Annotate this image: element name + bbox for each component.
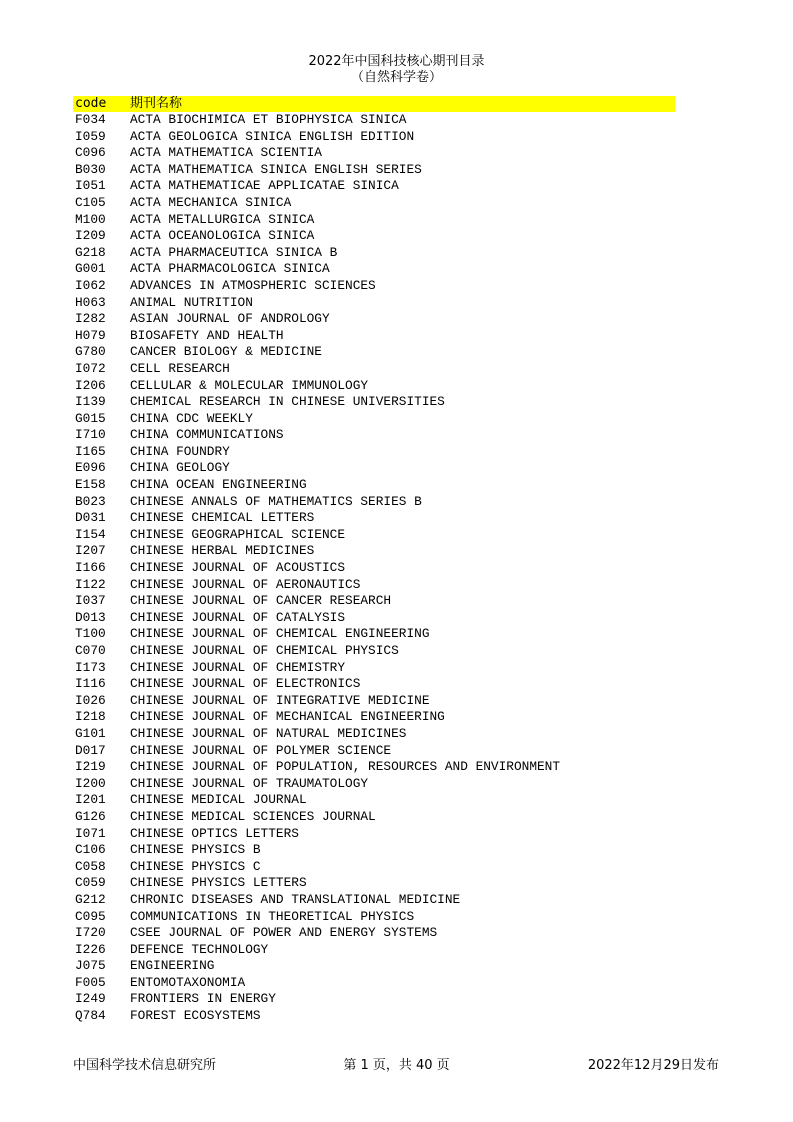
journal-code: T100 bbox=[75, 626, 106, 642]
table-row bbox=[73, 145, 675, 162]
journal-name: CHINESE JOURNAL OF ACOUSTICS bbox=[130, 560, 346, 576]
journal-code: B030 bbox=[75, 161, 106, 177]
table-row bbox=[73, 460, 675, 477]
journal-name: ACTA BIOCHIMICA ET BIOPHYSICA SINICA bbox=[130, 112, 407, 127]
table-row bbox=[73, 543, 675, 560]
table-header-row bbox=[73, 96, 675, 112]
table-row bbox=[73, 295, 675, 312]
journal-name: CHINESE PHYSICS LETTERS bbox=[130, 875, 307, 891]
journal-code: I139 bbox=[75, 394, 106, 410]
journal-code: Q784 bbox=[75, 1008, 106, 1024]
journal-name: CHINESE JOURNAL OF ELECTRONICS bbox=[130, 676, 361, 692]
journal-name: DEFENCE TECHNOLOGY bbox=[130, 941, 269, 957]
journal-name: CELLULAR & MOLECULAR IMMUNOLOGY bbox=[130, 377, 369, 393]
journal-name: ACTA METALLURGICA SINICA bbox=[130, 211, 315, 227]
journal-code: I218 bbox=[75, 709, 106, 725]
table-row bbox=[73, 958, 675, 975]
journal-name: CHINA FOUNDRY bbox=[130, 443, 230, 459]
journal-name: CHINESE GEOGRAPHICAL SCIENCE bbox=[130, 526, 346, 542]
journal-code: I206 bbox=[75, 377, 106, 393]
table-row bbox=[73, 129, 675, 146]
journal-code: I072 bbox=[75, 360, 106, 376]
journal-code: C105 bbox=[75, 194, 106, 210]
journal-code: I071 bbox=[75, 825, 106, 841]
table-row bbox=[73, 743, 675, 760]
journal-code: D031 bbox=[75, 510, 106, 526]
journal-name: CHINESE CHEMICAL LETTERS bbox=[130, 510, 315, 526]
journal-code: C059 bbox=[75, 875, 106, 891]
table-row bbox=[73, 875, 675, 892]
journal-name: CHINA COMMUNICATIONS bbox=[130, 427, 284, 443]
table-row bbox=[73, 776, 675, 793]
table-row bbox=[73, 444, 675, 461]
journal-name: ACTA OCEANOLOGICA SINICA bbox=[130, 228, 315, 244]
journal-name: FOREST ECOSYSTEMS bbox=[130, 1008, 261, 1024]
journal-code: F034 bbox=[75, 112, 106, 127]
journal-name: CHINESE JOURNAL OF INTEGRATIVE MEDICINE bbox=[130, 692, 430, 708]
journal-code: C096 bbox=[75, 145, 106, 161]
journal-code: M100 bbox=[75, 211, 106, 227]
journal-name: CHINESE JOURNAL OF AERONAUTICS bbox=[130, 576, 361, 592]
journal-code: D013 bbox=[75, 609, 106, 625]
table-row bbox=[73, 228, 675, 245]
journal-name: CANCER BIOLOGY & MEDICINE bbox=[130, 344, 322, 360]
column-header-journal-name: 期刊名称 bbox=[130, 96, 183, 111]
table-row bbox=[73, 975, 675, 992]
journal-name: CHINESE JOURNAL OF CHEMICAL ENGINEERING bbox=[130, 626, 430, 642]
journal-code: I209 bbox=[75, 228, 106, 244]
journal-name: CHINESE JOURNAL OF TRAUMATOLOGY bbox=[130, 775, 369, 791]
journal-code: I200 bbox=[75, 775, 106, 791]
journal-code: H079 bbox=[75, 327, 106, 343]
table-body bbox=[73, 112, 675, 1025]
journal-code: J075 bbox=[75, 958, 106, 974]
journal-code: G212 bbox=[75, 891, 106, 907]
table-row bbox=[73, 577, 675, 594]
table-row bbox=[73, 394, 675, 411]
table-row bbox=[73, 892, 675, 909]
journal-code: I116 bbox=[75, 676, 106, 692]
journal-code: G001 bbox=[75, 261, 106, 277]
journal-name: CHINESE JOURNAL OF CATALYSIS bbox=[130, 609, 346, 625]
journal-name: ADVANCES IN ATMOSPHERIC SCIENCES bbox=[130, 277, 376, 293]
table-row bbox=[73, 112, 675, 129]
journal-name: ACTA PHARMACEUTICA SINICA B bbox=[130, 244, 338, 260]
journal-name: ENGINEERING bbox=[130, 958, 215, 974]
column-header-code: code bbox=[75, 96, 107, 111]
journal-code: G101 bbox=[75, 725, 106, 741]
journal-name: CHRONIC DISEASES AND TRANSLATIONAL MEDICINE bbox=[130, 891, 461, 907]
table-row bbox=[73, 311, 675, 328]
table-row bbox=[73, 792, 675, 809]
journal-name: CHINA OCEAN ENGINEERING bbox=[130, 477, 307, 493]
journal-name: ACTA MATHEMATICAE APPLICATAE SINICA bbox=[130, 178, 399, 194]
table-row bbox=[73, 278, 675, 295]
table-row bbox=[73, 991, 675, 1008]
journal-name: CHEMICAL RESEARCH IN CHINESE UNIVERSITIES bbox=[130, 394, 445, 410]
journal-code: G015 bbox=[75, 410, 106, 426]
journal-name: COMMUNICATIONS IN THEORETICAL PHYSICS bbox=[130, 908, 415, 924]
journal-name: CHINESE OPTICS LETTERS bbox=[130, 825, 299, 841]
table-row bbox=[73, 925, 675, 942]
journal-code: E158 bbox=[75, 477, 106, 493]
table-row bbox=[73, 660, 675, 677]
journal-name: ANIMAL NUTRITION bbox=[130, 294, 253, 310]
journal-name: CHINESE JOURNAL OF MECHANICAL ENGINEERING bbox=[130, 709, 445, 725]
table-row bbox=[73, 328, 675, 345]
table-row bbox=[73, 643, 675, 660]
journal-code: I710 bbox=[75, 427, 106, 443]
journal-code: H063 bbox=[75, 294, 106, 310]
table-row bbox=[73, 427, 675, 444]
table-row bbox=[73, 212, 675, 229]
journal-name: CHINA GEOLOGY bbox=[130, 460, 230, 476]
journal-name: CHINESE HERBAL MEDICINES bbox=[130, 543, 315, 559]
journal-name: CHINESE PHYSICS C bbox=[130, 858, 261, 874]
journal-code: C106 bbox=[75, 842, 106, 858]
table-row bbox=[73, 709, 675, 726]
table-row bbox=[73, 726, 675, 743]
table-row bbox=[73, 826, 675, 843]
journal-code: I062 bbox=[75, 277, 106, 293]
journal-name: CHINA CDC WEEKLY bbox=[130, 410, 253, 426]
journal-code: I026 bbox=[75, 692, 106, 708]
journal-code: I154 bbox=[75, 526, 106, 542]
table-row bbox=[73, 361, 675, 378]
journal-name: ACTA GEOLOGICA SINICA ENGLISH EDITION bbox=[130, 128, 415, 144]
table-row bbox=[73, 494, 675, 511]
table-row bbox=[73, 344, 675, 361]
journal-code: G218 bbox=[75, 244, 106, 260]
journal-code: I249 bbox=[75, 991, 106, 1007]
journal-code: I122 bbox=[75, 576, 106, 592]
journal-name: ASIAN JOURNAL OF ANDROLOGY bbox=[130, 311, 330, 327]
journal-code: I201 bbox=[75, 792, 106, 808]
journal-code: I720 bbox=[75, 925, 106, 941]
journal-code: G780 bbox=[75, 344, 106, 360]
footer-page-info: 第 1 页，共 40 页 bbox=[343, 1058, 450, 1073]
journal-code: D017 bbox=[75, 742, 106, 758]
table-row bbox=[73, 759, 675, 776]
journal-name: ACTA MATHEMATICA SCIENTIA bbox=[130, 145, 322, 161]
journal-name: CHINESE JOURNAL OF CANCER RESEARCH bbox=[130, 593, 392, 609]
journal-name: CHINESE ANNALS OF MATHEMATICS SERIES B bbox=[130, 493, 422, 509]
journal-name: FRONTIERS IN ENERGY bbox=[130, 991, 276, 1007]
journal-code: B023 bbox=[75, 493, 106, 509]
table-row bbox=[73, 859, 675, 876]
journal-code: I173 bbox=[75, 659, 106, 675]
table-row bbox=[73, 378, 675, 395]
table-row bbox=[73, 178, 675, 195]
journal-name: ACTA PHARMACOLOGICA SINICA bbox=[130, 261, 330, 277]
journal-name: CHINESE JOURNAL OF CHEMISTRY bbox=[130, 659, 346, 675]
journal-name: CHINESE JOURNAL OF POPULATION, RESOURCES AND ENVIRONMENT bbox=[130, 759, 561, 775]
table-row bbox=[73, 195, 675, 212]
journal-name: ACTA MECHANICA SINICA bbox=[130, 194, 292, 210]
journal-name: CHINESE JOURNAL OF NATURAL MEDICINES bbox=[130, 725, 407, 741]
journal-code: I207 bbox=[75, 543, 106, 559]
table-row bbox=[73, 593, 675, 610]
journal-code: I037 bbox=[75, 593, 106, 609]
table-row bbox=[73, 245, 675, 262]
table-row bbox=[73, 411, 675, 428]
table-row bbox=[73, 693, 675, 710]
table-row bbox=[73, 626, 675, 643]
journal-code: G126 bbox=[75, 808, 106, 824]
journal-code: I282 bbox=[75, 311, 106, 327]
journal-name: CHINESE JOURNAL OF POLYMER SCIENCE bbox=[130, 742, 392, 758]
table-row bbox=[73, 510, 675, 527]
footer-release-date: 2022年12月29日发布 bbox=[587, 1058, 719, 1073]
journal-code: I219 bbox=[75, 759, 106, 775]
table-row bbox=[73, 809, 675, 826]
journal-name: CELL RESEARCH bbox=[130, 360, 230, 376]
journal-code: E096 bbox=[75, 460, 106, 476]
table-row bbox=[73, 842, 675, 859]
journal-code: I165 bbox=[75, 443, 106, 459]
journal-name: CHINESE JOURNAL OF CHEMICAL PHYSICS bbox=[130, 643, 399, 658]
journal-code: C095 bbox=[75, 908, 106, 924]
journal-name: CHINESE MEDICAL JOURNAL bbox=[130, 792, 307, 808]
page-title: 2022年中国科技核心期刊目录 bbox=[308, 54, 485, 69]
journal-name: BIOSAFETY AND HEALTH bbox=[130, 327, 284, 343]
table-row bbox=[73, 1008, 675, 1025]
footer-publisher: 中国科学技术信息研究所 bbox=[73, 1058, 217, 1073]
table-row bbox=[73, 162, 675, 179]
journal-name: CHINESE MEDICAL SCIENCES JOURNAL bbox=[130, 808, 376, 824]
journal-code: F005 bbox=[75, 974, 106, 990]
journal-code: I226 bbox=[75, 941, 106, 957]
page-subtitle: （自然科学卷） bbox=[350, 70, 442, 85]
table-row bbox=[73, 942, 675, 959]
table-row bbox=[73, 527, 675, 544]
journal-code: C058 bbox=[75, 858, 106, 874]
table-row bbox=[73, 261, 675, 278]
journal-name: CSEE JOURNAL OF POWER AND ENERGY SYSTEMS bbox=[130, 925, 438, 941]
table-row bbox=[73, 909, 675, 926]
table-row bbox=[73, 610, 675, 627]
journal-name: ACTA MATHEMATICA SINICA ENGLISH SERIES bbox=[130, 161, 422, 177]
journal-name: CHINESE PHYSICS B bbox=[130, 842, 261, 858]
table-row bbox=[73, 477, 675, 494]
journal-code: I051 bbox=[75, 178, 106, 194]
journal-table bbox=[73, 96, 675, 1025]
journal-code: I166 bbox=[75, 560, 106, 576]
journal-code: I059 bbox=[75, 128, 106, 144]
table-row bbox=[73, 560, 675, 577]
table-row bbox=[73, 676, 675, 693]
journal-code: C070 bbox=[75, 643, 106, 658]
journal-name: ENTOMOTAXONOMIA bbox=[130, 974, 246, 990]
